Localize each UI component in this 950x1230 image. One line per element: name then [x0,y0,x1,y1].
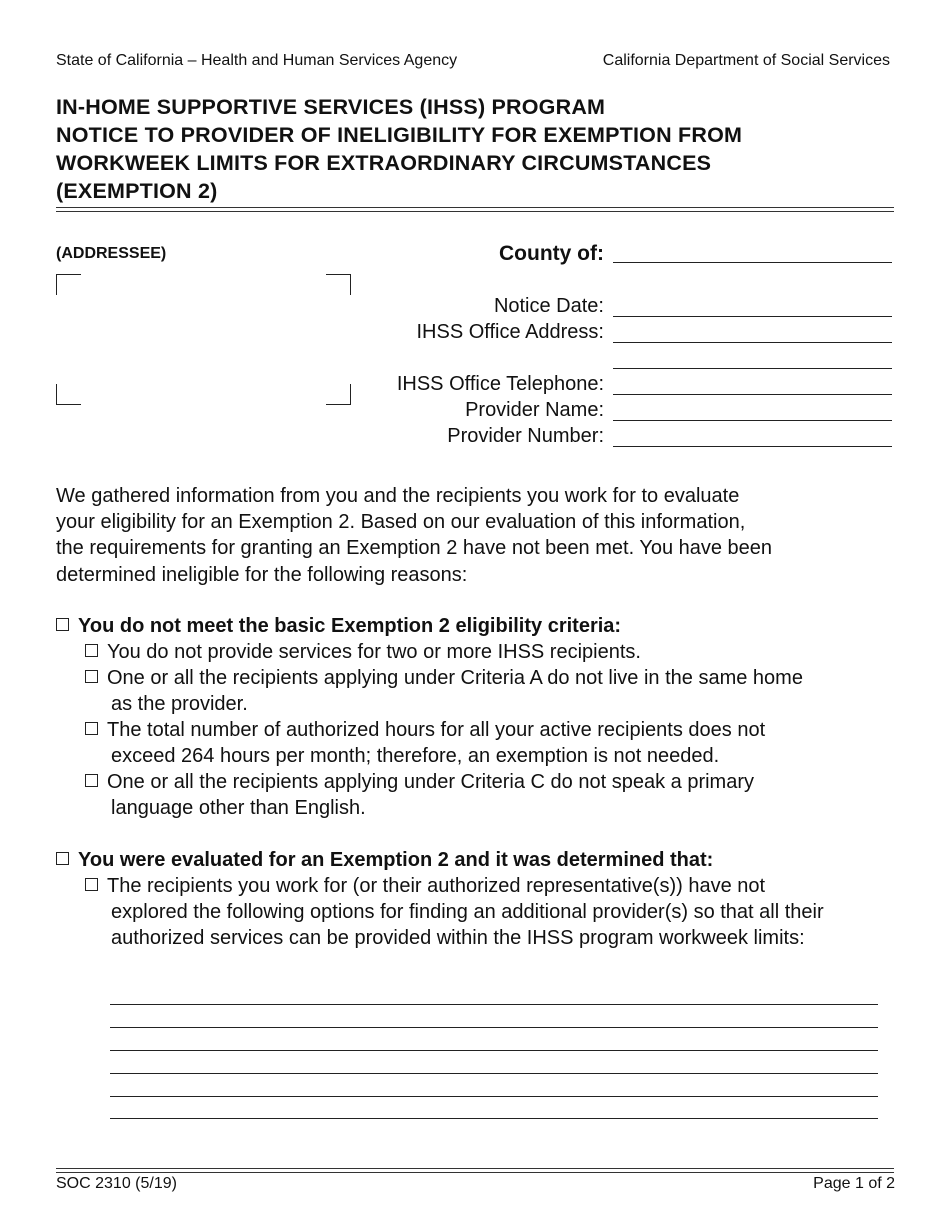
office-telephone-field[interactable] [613,394,892,395]
office-address-field-line-2[interactable] [613,368,892,369]
section1-checkbox[interactable] [56,618,69,631]
item-text-continued: explored the following options for finding an additional provider(s) so that all their [111,901,824,923]
item-text: One or all the recipients applying under Criteria A do not live in the same home [107,667,803,689]
page-number: Page 1 of 2 [813,1175,895,1192]
intro-paragraph [56,483,772,588]
form-number: SOC 2310 (5/19) [56,1175,177,1192]
write-in-line[interactable] [110,1050,878,1051]
addressee-label: (ADDRESSEE) [56,245,167,262]
section2-heading-row [56,847,713,873]
write-in-line[interactable] [110,1027,878,1028]
agency-header: State of California – Health and Human Services Agency [56,52,458,69]
item-text-continued: as the provider. [111,693,248,715]
write-in-line[interactable] [110,1073,878,1074]
address-window-corner [326,384,351,405]
address-window-corner [56,274,81,295]
footer-divider [56,1168,894,1173]
office-address-field[interactable] [613,342,892,343]
item-checkbox[interactable] [85,774,98,787]
item-text: You do not provide services for two or more IHSS recipients. [107,641,641,663]
section1-heading-row [56,613,621,639]
provider-number-field[interactable] [613,446,892,447]
department-header: California Department of Social Services [602,52,890,69]
section1-item [85,769,754,795]
title-line: NOTICE TO PROVIDER OF INELIGIBILITY FOR EXEMPTION FROM [56,123,743,147]
write-in-line[interactable] [110,1118,878,1119]
office-address-label: IHSS Office Address: [416,321,604,343]
county-field[interactable] [613,262,892,263]
item-text: The recipients you work for (or their authorized representative(s)) have not [107,875,766,897]
item-text-continued: authorized services can be provided within the IHSS program workweek limits: [111,927,805,949]
provider-name-label: Provider Name: [465,399,604,421]
item-checkbox[interactable] [85,722,98,735]
item-text-continued: language other than English. [111,797,366,819]
title-line: (EXEMPTION 2) [56,179,218,203]
item-text: One or all the recipients applying under Criteria C do not speak a primary [107,771,754,793]
address-window-corner [326,274,351,295]
county-label: County of: [499,242,604,265]
address-window-corner [56,384,81,405]
section1-item [85,717,765,743]
office-telephone-label: IHSS Office Telephone: [396,373,604,395]
write-in-line[interactable] [110,1004,878,1005]
intro-line: determined ineligible for the following reasons: [56,563,468,586]
section1-item [85,639,641,665]
item-checkbox[interactable] [85,644,98,657]
notice-date-field[interactable] [613,316,892,317]
section2-item [85,873,765,899]
intro-line: We gathered information from you and the recipients you work for to evaluate [56,485,740,507]
form-title [56,93,742,205]
item-checkbox[interactable] [85,670,98,683]
write-in-line[interactable] [110,1096,878,1097]
item-text-continued: exceed 264 hours per month; therefore, an exemption is not needed. [111,745,720,767]
provider-number-label: Provider Number: [447,425,604,447]
title-divider [56,207,894,212]
intro-line: your eligibility for an Exemption 2. Based on our evaluation of this information, [56,511,746,534]
section2-heading: You were evaluated for an Exemption 2 and it was determined that: [78,849,714,871]
title-line: IN-HOME SUPPORTIVE SERVICES (IHSS) PROGRAM [56,95,606,119]
notice-date-label: Notice Date: [493,295,604,317]
title-line: WORKWEEK LIMITS FOR EXTRAORDINARY CIRCUMSTANCES [56,151,712,175]
item-checkbox[interactable] [85,878,98,891]
item-text: The total number of authorized hours for all your active recipients does not [107,719,766,741]
section2-checkbox[interactable] [56,852,69,865]
intro-line: the requirements for granting an Exemption 2 have not been met. You have been [56,537,773,560]
section1-item [85,665,803,691]
section1-heading: You do not meet the basic Exemption 2 eligibility criteria: [78,615,622,637]
provider-name-field[interactable] [613,420,892,421]
